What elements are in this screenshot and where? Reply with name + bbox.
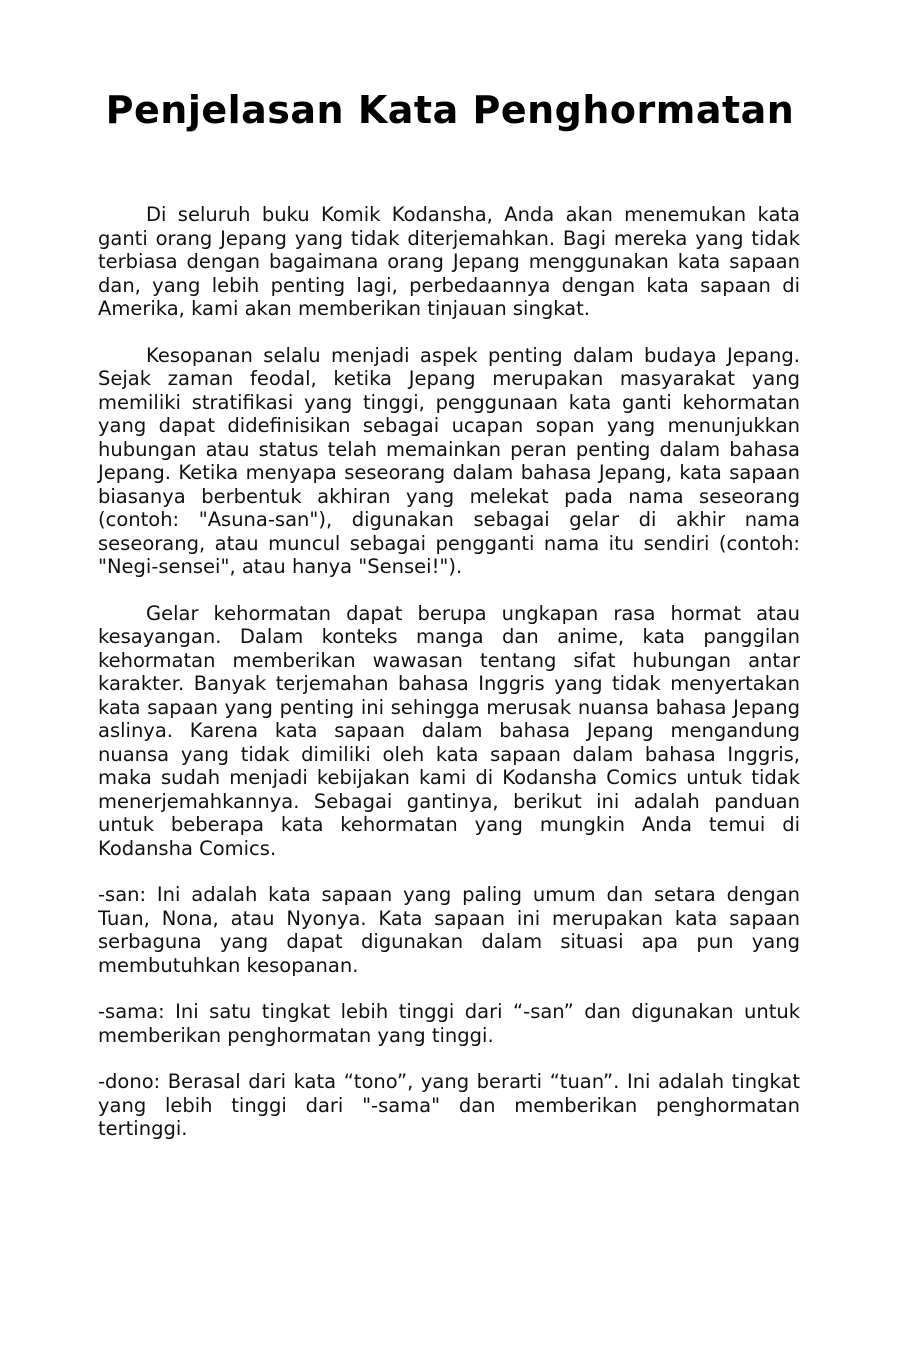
term-sama: -sama: Ini satu tingkat lebih tinggi dari “-san” dan digunakan untuk memberikan penghormatan yang tinggi. (98, 1000, 800, 1047)
term-dono: -dono: Berasal dari kata “tono”, yang berarti “tuan”. Ini adalah tingkat yang lebih tinggi dari "-sama" dan memberikan penghormatan tertinggi. (98, 1070, 800, 1140)
politeness-paragraph: Kesopanan selalu menjadi aspek penting dalam budaya Jepang. Sejak zaman feodal, ketika Jepang merupakan masyarakat yang memiliki stratifikasi yang tinggi, penggunaan kata ganti kehormatan yang dapat didefinisikan sebagai ucapan sopan yang menunjukkan hubungan atau status telah memainkan peran penting dalam bahasa Jepang. Ketika menyapa seseorang dalam bahasa Jepang, kata sapaan biasanya berbentuk akhiran yang melekat pada nama seseorang (contoh: "Asuna-san"), digunakan sebagai gelar di akhir nama seseorang, atau muncul sebagai pengganti nama itu sendiri (contoh: "Negi-sensei", atau hanya "Sensei!"). (98, 343, 800, 578)
intro-paragraph: Di seluruh buku Komik Kodansha, Anda akan menemukan kata ganti orang Jepang yang tidak diterjemahkan. Bagi mereka yang tidak terbiasa dengan bagaimana orang Jepang menggunakan kata sapaan dan, yang lebih penting lagi, perbedaannya dengan kata sapaan di Amerika, kami akan memberikan tinjauan singkat. (98, 203, 800, 320)
page-title: Penjelasan Kata Penghormatan (105, 88, 795, 132)
honorifics-paragraph: Gelar kehormatan dapat berupa ungkapan rasa hormat atau kesayangan. Dalam konteks manga dan anime, kata panggilan kehormatan memberikan wawasan tentang sifat hubungan antar karakter. Banyak terjemahan bahasa Inggris yang tidak menyertakan kata sapaan yang penting ini sehingga merusak nuansa bahasa Jepang aslinya. Karena kata sapaan dalam bahasa Jepang mengandung nuansa yang tidak dimiliki oleh kata sapaan dalam bahasa Inggris, maka sudah menjadi kebijakan kami di Kodansha Comics untuk tidak menerjemahkannya. Sebagai gantinya, berikut ini adalah panduan untuk beberapa kata kehormatan yang mungkin Anda temui di Kodansha Comics. (98, 601, 800, 860)
body-text (98, 203, 800, 1141)
term-san: -san: Ini adalah kata sapaan yang paling umum dan setara dengan Tuan, Nona, atau Nyonya. Kata sapaan ini merupakan kata sapaan serbaguna yang dapat digunakan dalam situasi apa pun yang membutuhkan kesopanan. (98, 883, 800, 977)
